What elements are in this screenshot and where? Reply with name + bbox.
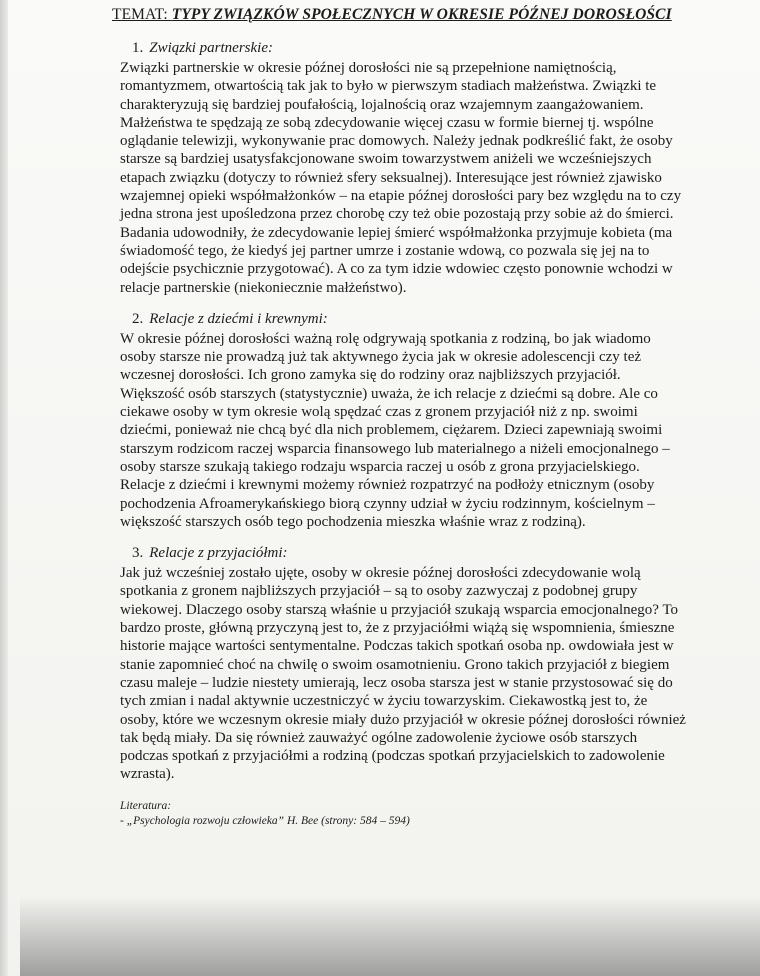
section-1-number: 1.	[132, 40, 144, 56]
literature-item: - „Psychologia rozwoju człowieka” H. Bee (strony: 584 – 594)	[120, 814, 410, 827]
section-3-title: Relacje z przyjaciółmi:	[149, 545, 288, 562]
section-3-heading	[132, 545, 688, 562]
literature-label: Literatura:	[120, 799, 172, 812]
page-edge	[0, 0, 8, 976]
section-1-heading	[132, 40, 688, 57]
section-3-text: Jak już wcześniej zostało ujęte, osoby w okresie późnej dorosłości zdecydowanie wolą spotkania z gronem najbliższych przyjaciół – są to osoby zazwyczaj z podobnej grupy wiekowej. Dlaczego osoby starszą właśnie u przyjaciół szukają wsparcia emocjonalnego? To bardzo proste, główną przyczyną jest to, że z przyjaciółmi wiążą się wspomnienia, śmieszne historie mające wartości sentymentalne. Podczas takich spotkań osoba np. owdowiała jest w stanie zapomnieć choć na chwilę o swoim osamotnieniu. Grono takich przyjaciół z biegiem czasu maleje – ludzie niestety umierają, lecz osoba starsza jest w stanie przystosować się do tych zmian i nadal aktywnie uczestniczyć w życiu towarzyskim. Ciekawostką jest to, że osoby, które we wczesnym okresie miały dużo przyjaciół w okresie późnej dorosłości również tak będą miały. Da się również zauważyć ogólne zadowolenie życiowe osób starszych podczas spotkań z przyjaciółmi a rodziną (podczas spotkań przyjacielskich to zadowolenie wzrasta).	[120, 565, 686, 783]
title-prefix: TEMAT:	[112, 6, 172, 23]
section-2-number: 2.	[132, 310, 144, 327]
section-2-title: Relacje z dziećmi i krewnymi:	[149, 310, 328, 327]
section-2-heading	[132, 311, 688, 328]
document-content	[112, 6, 688, 827]
section-1-text: Związki partnerskie w okresie późnej dorosłości nie są przepełnione namiętnością, romantyzmem, otwartością tak jak to było w pierwszym stadiach małżeństwa. Związki te charakteryzują się bardziej poufałością, lojalnością oraz wzajemnym zaangażowaniem. Małżeństwa te spędzają ze sobą zdecydowanie więcej czasu w formie biernej tj. wspólne oglądanie telewizji, wykonywanie prac domowych. Należy jednak podkreślić fakt, że osoby starsze są bardziej usatysfakcjonowane swoim towarzystwem aniżeli we wcześniejszych etapach związku (dotyczy to również sfery seksualnej). Interesujące jest również zjawisko wzajemnej opieki współmałżonków – na etapie późnej dorosłości pary bez względu na to czy jedna strona jest upośledzona przez chorobę czy też obie pozostają przy sobie aż do śmierci. Badania udowodniły, że zdecydowanie lepiej śmierć współmałżonka przyjmuje kobieta (ma świadomość tego, że kiedyś jej partner umrze i zostanie wdową, co pozwala się jej na to odejście psychicznie przygotować). A co za tym idzie wdowiec często ponownie wchodzi w relacje partnerskie (niekoniecznie małżeństwo).	[120, 60, 682, 296]
section-2-text: W okresie późnej dorosłości ważną rolę odgrywają spotkania z rodziną, bo jak wiadomo osoby starsze nie prowadzą już tak aktywnego życia jak w okresie adolescencji czy też wczesnej dorosłości. Ich grono zamyka się do rodziny oraz najbliższych przyjaciół. Większość osób starszych (statystycznie) uważa, że ich relacje z dziećmi są dobre. Ale co ciekawe osoby w tym okresie wolą spędzać czas z gronem przyjaciół niż z np. swoimi dziećmi, ponieważ nie chcą być dla nich problemem, ciężarem. Dzieci zapewniają swoimi starszym rodzicom raczej wsparcia finansowego lub materialnego a niżeli emocjonalnego – osoby starsze szukają takiego rodzaju wsparcia raczej u osób z grona przyjacielskiego. Relacje z dziećmi i krewnymi możemy również rozpatrzyć na podłoży etnicznym (osoby pochodzenia Afroamerykańskiego biorą czynny udział w życiu rodzinnym, kościelnym – większość starszych osób tego pochodzenia mieszka właśnie wraz z rodziną).	[120, 330, 670, 530]
section-3-number: 3.	[132, 545, 144, 562]
title-subject: TYPY ZWIĄZKÓW SPOŁECZNYCH W OKRESIE PÓŹNEJ DOROSŁOŚCI	[171, 6, 672, 23]
section-1-title: Związki partnerskie:	[149, 40, 273, 56]
document-title	[112, 6, 688, 24]
scan-shadow	[20, 896, 760, 976]
